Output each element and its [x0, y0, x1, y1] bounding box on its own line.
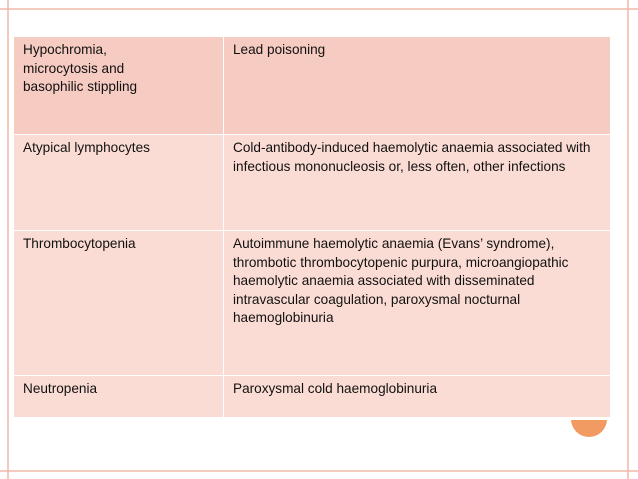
table-row [14, 37, 611, 135]
page-number-badge [571, 420, 607, 437]
table-row [14, 135, 611, 231]
association-cell: Cold-antibody-induced haemolytic anaemia associated with infectious mononucleosis or, less often, other infections [224, 135, 611, 231]
finding-cell: Thrombocytopenia [14, 231, 224, 376]
table-row [14, 376, 611, 418]
findings-table [13, 36, 611, 418]
page-number-disc [571, 420, 607, 437]
association-cell: Lead poisoning [224, 37, 611, 135]
finding-cell: Atypical lymphocytes [14, 135, 224, 231]
finding-cell: Neutropenia [14, 376, 224, 418]
association-cell: Paroxysmal cold haemoglobinuria [224, 376, 611, 418]
finding-cell: Hypochromia, microcytosis and basophilic stippling [14, 37, 224, 135]
association-cell: Autoimmune haemolytic anaemia (Evans’ syndrome), thrombotic thrombocytopenic purpura, microangiopathic haemolytic anaemia associated with disseminated intravascular coagulation, paroxysmal nocturnal haemoglobinuria [224, 231, 611, 376]
table-row [14, 231, 611, 376]
